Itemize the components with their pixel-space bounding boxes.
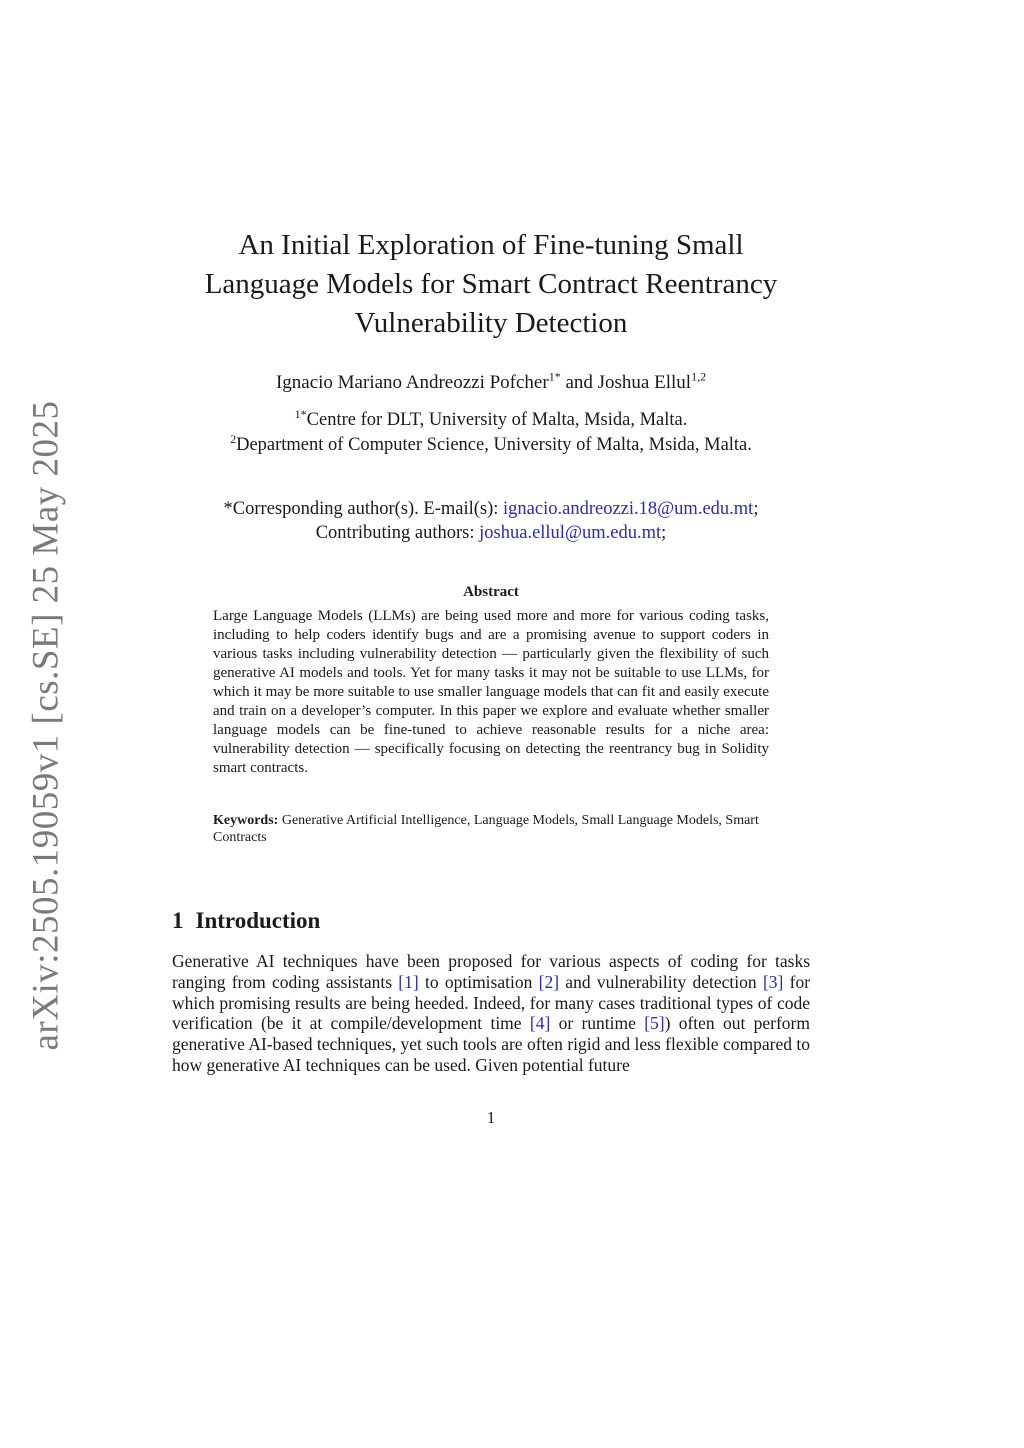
author-affil-mark: 1* xyxy=(548,369,561,384)
intro-text: for which promising results are being heeded. Indeed, for many cases traditional types of code verification (be it at compile/development time xyxy=(172,971,811,1034)
contributing-label: Contributing authors: xyxy=(315,523,480,543)
citation-link[interactable]: [5] xyxy=(644,1013,665,1034)
title-line: Language Models for Smart Contract Reentrancy xyxy=(204,268,778,300)
keywords-text: Generative Artificial Intelligence, Language Models, Small Language Models, Smart Contracts xyxy=(213,813,759,845)
separator: ; xyxy=(661,523,667,543)
intro-text: or runtime xyxy=(550,1013,645,1034)
section-heading xyxy=(172,908,320,934)
keywords xyxy=(213,812,769,846)
affiliation-text: Centre for DLT, University of Malta, Msida, Malta. xyxy=(306,410,688,430)
author-affil-mark: 1,2 xyxy=(691,369,707,384)
paper-title xyxy=(172,226,810,343)
contributing-email-link[interactable]: joshua.ellul@um.edu.mt xyxy=(479,523,662,543)
intro-text: ) often out perform generative AI-based techniques, yet such tools are often rigid and less flexible compared to how generative AI techniques can be used. Given potential future xyxy=(172,1013,810,1075)
citation-link[interactable]: [4] xyxy=(529,1013,551,1034)
title-line: An Initial Exploration of Fine-tuning Small xyxy=(238,229,744,261)
corresponding-email-link[interactable]: ignacio.andreozzi.18@um.edu.mt xyxy=(503,499,754,519)
affiliation-text: Department of Computer Science, University of Malta, Msida, Malta. xyxy=(236,435,752,455)
title-line: Vulnerability Detection xyxy=(354,307,628,339)
author-connector: and xyxy=(560,372,598,393)
page-number: 1 xyxy=(486,1108,496,1127)
citation-link[interactable]: [3] xyxy=(762,971,784,992)
corresponding-line xyxy=(172,497,810,521)
affiliation-mark: 1* xyxy=(294,406,307,421)
section-title: Introduction xyxy=(195,908,321,933)
citation-link[interactable]: [2] xyxy=(538,971,560,992)
keywords-label: Keywords: xyxy=(213,813,279,828)
affiliation xyxy=(172,408,810,433)
contributing-line xyxy=(172,521,810,545)
abstract-text: Large Language Models (LLMs) are being used more and more for various coding tasks, including to help coders identify bugs and are a promising avenue to support coders in various tasks including vulnerability detection — particularly given the flexibility of such generative AI models and tools. Yet for many tasks it may not be suitable to use LLMs, for which it may be more suitable to use smaller language models that can fit and easily execute and train on a developer’s computer. In this paper we explore and evaluate whether smaller language models can be fine-tuned to achieve reasonable results for a niche area: vulnerability detection — specifically focusing on detecting the reentrancy bug in Solidity smart contracts. xyxy=(213,608,769,776)
intro-text: Generative AI techniques have been proposed for various aspects of coding for tasks ranging from coding assistants xyxy=(172,951,810,992)
abstract-heading: Abstract xyxy=(463,584,519,600)
author-list xyxy=(172,369,810,394)
intro-paragraph xyxy=(172,951,810,1076)
citation-link[interactable]: [1] xyxy=(398,971,419,992)
affiliations xyxy=(172,408,810,458)
corresponding-label: *Corresponding author(s). E-mail(s): xyxy=(223,499,504,519)
intro-text: to optimisation xyxy=(418,971,539,992)
author-name: Joshua Ellul xyxy=(597,372,692,393)
intro-text: and vulnerability detection xyxy=(559,971,763,992)
author-name: Ignacio Mariano Andreozzi Pofcher xyxy=(275,372,549,393)
arxiv-stamp-text: arXiv:2505.19059v1 [cs.SE] 25 May 2025 xyxy=(25,400,67,1050)
separator: ; xyxy=(753,499,759,519)
correspondence xyxy=(172,497,810,545)
arxiv-stamp xyxy=(16,400,76,1050)
affiliation-mark: 2 xyxy=(230,431,237,446)
section-number: 1 xyxy=(172,908,184,933)
affiliation xyxy=(172,433,810,458)
